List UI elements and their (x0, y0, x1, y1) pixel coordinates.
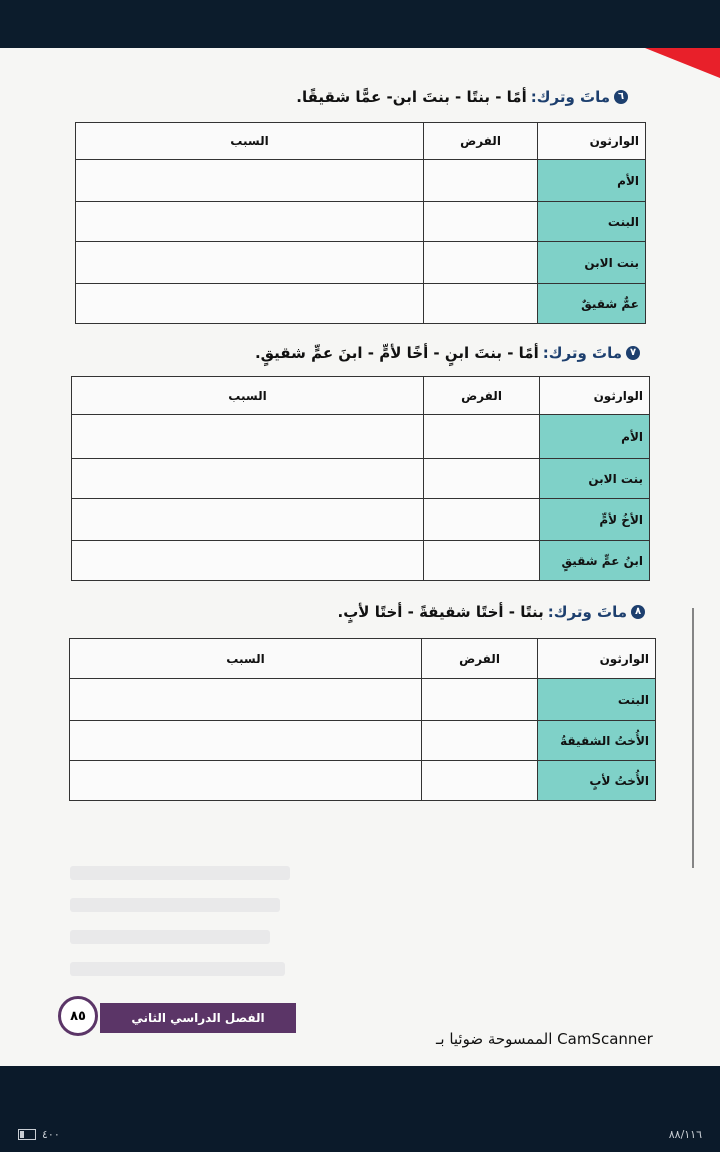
heirs-table-8 (69, 638, 656, 801)
reason-cell[interactable] (72, 499, 424, 541)
corner-ribbon (645, 48, 720, 78)
share-cell[interactable] (424, 415, 540, 459)
reason-cell[interactable] (70, 721, 422, 761)
share-cell[interactable] (424, 202, 538, 242)
header-reason: السبب (72, 377, 424, 415)
reason-cell[interactable] (72, 459, 424, 499)
footer-term-label: الفصل الدراسي الثاني (100, 1003, 296, 1033)
heir-cell: عمٌّ شقيقٌ (538, 284, 646, 324)
share-cell[interactable] (424, 160, 538, 202)
status-left-text: ٤٠٠ (42, 1128, 60, 1141)
header-share: الفرض (424, 123, 538, 160)
header-heirs: الوارثون (540, 377, 650, 415)
share-cell[interactable] (424, 541, 540, 581)
share-cell[interactable] (422, 721, 538, 761)
share-cell[interactable] (422, 761, 538, 801)
bleed-through-line (70, 962, 285, 976)
header-share: الفرض (422, 639, 538, 679)
reason-cell[interactable] (70, 761, 422, 801)
heir-cell: البنت (538, 679, 656, 721)
question-label: ماتَ وترك: (547, 603, 627, 621)
battery-icon (18, 1129, 36, 1140)
heir-cell: ابنُ عمٍّ شقيقٍ (540, 541, 650, 581)
camscanner-watermark: الممسوحة ضوئيا بـ CamScanner (436, 1030, 653, 1048)
reason-cell[interactable] (76, 284, 424, 324)
scanned-page (0, 48, 720, 1066)
reason-cell[interactable] (76, 202, 424, 242)
question-8-title (338, 603, 645, 621)
heirs-table-6 (75, 122, 646, 324)
question-number: ٧ (626, 346, 640, 360)
status-left (18, 1128, 60, 1141)
question-number: ٦ (614, 90, 628, 104)
reason-cell[interactable] (76, 242, 424, 284)
reason-cell[interactable] (70, 679, 422, 721)
question-label: ماتَ وترك: (542, 344, 622, 362)
reason-cell[interactable] (72, 415, 424, 459)
reason-cell[interactable] (72, 541, 424, 581)
header-heirs: الوارثون (538, 123, 646, 160)
header-reason: السبب (70, 639, 422, 679)
question-text: أمًا - بنتَ ابنٍ - أخًا لأمٍّ - ابنَ عمٍّ شقيقٍ. (254, 344, 539, 362)
page-counter: ٨٨/١١٦ (668, 1128, 702, 1141)
bleed-through-line (70, 898, 280, 912)
page-number: ٨٥ (58, 996, 98, 1036)
heir-cell: بنت الابن (538, 242, 646, 284)
heirs-table-7 (71, 376, 650, 581)
heir-cell: الأخُ لأمٍّ (540, 499, 650, 541)
reason-cell[interactable] (76, 160, 424, 202)
bleed-through-line (70, 866, 290, 880)
question-label: ماتَ وترك: (530, 88, 610, 106)
heir-cell: البنت (538, 202, 646, 242)
share-cell[interactable] (424, 499, 540, 541)
heir-cell: الأم (540, 415, 650, 459)
header-share: الفرض (424, 377, 540, 415)
bleed-through-line (70, 930, 270, 944)
heir-cell: بنت الابن (540, 459, 650, 499)
heir-cell: الأم (538, 160, 646, 202)
question-text: أمًا - بنتًا - بنتَ ابن- عمًّا شقيقًا. (296, 88, 527, 106)
question-text: بنتًا - أختًا شقيقةً - أختًا لأبٍ. (337, 603, 544, 621)
margin-rule (692, 608, 694, 868)
question-7-title (255, 344, 640, 362)
share-cell[interactable] (422, 679, 538, 721)
share-cell[interactable] (424, 284, 538, 324)
question-number: ٨ (631, 605, 645, 619)
heir-cell: الأُختُ لأبٍ (538, 761, 656, 801)
heir-cell: الأُختُ الشقيقةُ (538, 721, 656, 761)
header-reason: السبب (76, 123, 424, 160)
top-status-bar (0, 0, 720, 48)
question-6-title (296, 88, 628, 106)
share-cell[interactable] (424, 459, 540, 499)
share-cell[interactable] (424, 242, 538, 284)
header-heirs: الوارثون (538, 639, 656, 679)
